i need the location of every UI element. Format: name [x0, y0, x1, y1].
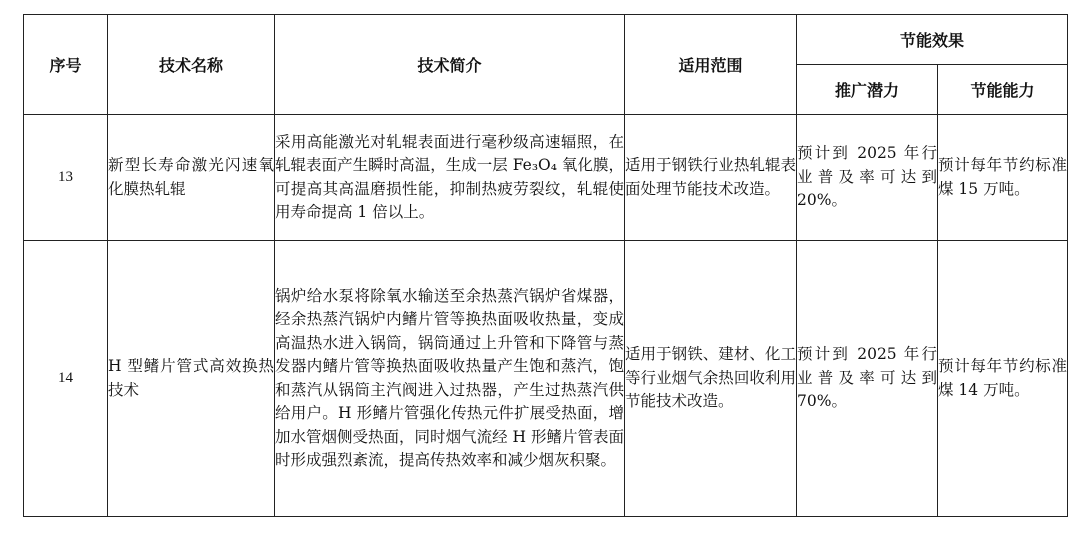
header-capacity: 节能能力 — [938, 65, 1068, 115]
row-tech-intro: 采用高能激光对轧辊表面进行毫秒级高速辐照，在轧辊表面产生瞬时高温，生成一层 Fe₃O₄ 氧化膜，可提高其高温磨损性能，抑制热疲劳裂纹，轧辊使用寿命提高 1 倍以上。 — [275, 115, 625, 241]
row-capacity: 预计每年节约标准煤 14 万吨。 — [938, 241, 1068, 517]
row-capacity: 预计每年节约标准煤 15 万吨。 — [938, 115, 1068, 241]
row-tech-name: H 型鳍片管式高效换热技术 — [108, 241, 275, 517]
table-row — [24, 241, 1068, 517]
header-potential: 推广潜力 — [797, 65, 938, 115]
energy-tech-table — [23, 14, 1068, 517]
table-row — [24, 115, 1068, 241]
header-seq: 序号 — [24, 15, 108, 115]
header-name: 技术名称 — [108, 15, 275, 115]
row-scope: 适用于钢铁行业热轧辊表面处理节能技术改造。 — [625, 115, 797, 241]
row-potential: 预计到 2025 年行业普及率可达到 20%。 — [797, 115, 938, 241]
row-tech-name: 新型长寿命激光闪速氧化膜热轧辊 — [108, 115, 275, 241]
header-row — [24, 15, 1068, 65]
row-potential: 预计到 2025 年行业普及率可达到 70%。 — [797, 241, 938, 517]
header-scope: 适用范围 — [625, 15, 797, 115]
header-effect: 节能效果 — [797, 15, 1068, 65]
row-tech-intro: 锅炉给水泵将除氧水输送至余热蒸汽锅炉省煤器，经余热蒸汽锅炉内鳍片管等换热面吸收热量，变成高温热水进入锅筒，锅筒通过上升管和下降管与蒸发器内鳍片管等换热面吸收热量产生饱和蒸汽，饱和蒸汽从锅筒主汽阀进入过热器，产生过热蒸汽供给用户。H 形鳍片管强化传热元件扩展受热面，增加水管烟侧受热面，同时烟气流经 H 形鳍片管表面时形成强烈紊流，提高传热效率和减少烟灰积聚。 — [275, 241, 625, 517]
row-seq: 14 — [24, 241, 108, 517]
row-seq: 13 — [24, 115, 108, 241]
header-intro: 技术简介 — [275, 15, 625, 115]
row-scope: 适用于钢铁、建材、化工等行业烟气余热回收利用节能技术改造。 — [625, 241, 797, 517]
